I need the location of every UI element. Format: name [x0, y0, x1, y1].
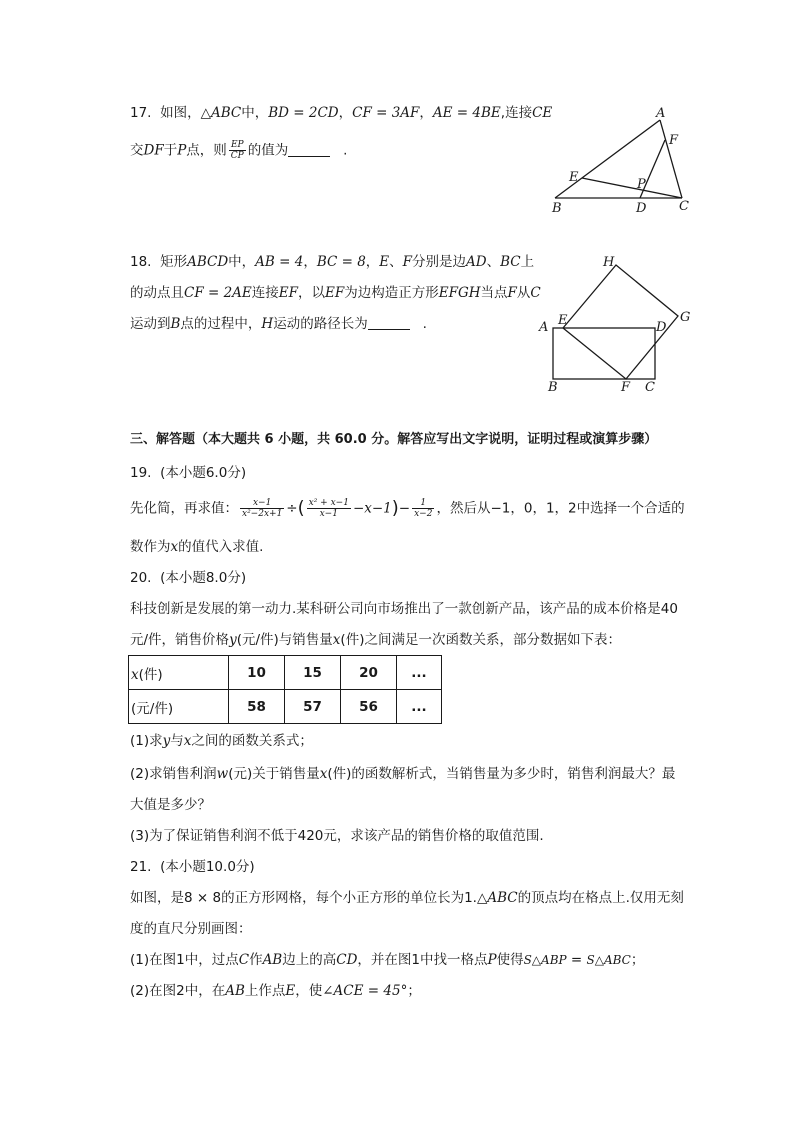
q19-line-1 [130, 498, 685, 519]
q18-text: 、 [486, 254, 501, 270]
q21-point: P [487, 952, 497, 968]
q21-text: 边上的高 [282, 952, 337, 968]
q19-fraction-1 [240, 498, 284, 519]
q17-segment: DF [143, 142, 164, 159]
q20-line-1: 科技创新是发展的第一动力.某科研公司向市场推出了一款创新产品，该产品的成本价格是40 [130, 601, 678, 617]
q21-text: 使得 [496, 952, 524, 968]
q20-part-2-cont: 大值是多少？ [130, 797, 211, 813]
q17-figure [545, 100, 705, 220]
segment-ac [660, 120, 682, 198]
label-b: B [552, 201, 562, 216]
q18-point: F [507, 285, 517, 301]
q21-part-1 [130, 950, 644, 970]
q18-square: EFGH [438, 285, 481, 301]
q21-text: 上作点 [244, 983, 286, 999]
q17-condition: BD = 2CD [268, 105, 339, 121]
q18-text: 当点 [480, 285, 508, 301]
q21-text: ，使 [295, 983, 323, 999]
table-row [129, 690, 442, 724]
table-cell: 58 [229, 690, 285, 724]
q19-text: 数作为 [130, 539, 171, 555]
answer-blank[interactable] [368, 315, 410, 330]
label-a: A [539, 320, 549, 335]
section-header: 三、解答题（本大题共 6 小题，共 60.0 分。解答应写出文字说明，证明过程或演算步骤） [130, 432, 658, 447]
q21-triangle: △ABC [476, 890, 518, 906]
q17-text: 于 [163, 142, 178, 159]
q20-part-1 [130, 731, 313, 751]
q18-segment: BC [500, 254, 521, 270]
q17-line-1: 17. 如图，△ABC中，BD = 2CD，CF = 3AF，AE = 4BE,连接CE [130, 105, 553, 121]
q18-segment: EF [278, 285, 299, 301]
table-cell: ... [397, 656, 442, 690]
q20-text: (元/件)与销售量 [236, 632, 333, 648]
q18-segment: AD [466, 254, 487, 270]
label-e: E [558, 313, 568, 328]
label-h: H [603, 255, 615, 270]
q19-term: −x−1 [352, 500, 392, 517]
q17-number: 17. [130, 105, 152, 121]
q17-condition: CF = 3AF [352, 105, 420, 121]
table-cell: 56 [341, 690, 397, 724]
q20-variable: x [319, 766, 328, 782]
q17-segment: CE [532, 105, 553, 121]
q18-point: H [261, 316, 274, 332]
q17-text: 如图， [160, 105, 201, 121]
fraction-denominator: x−2 [414, 509, 433, 519]
q21-point: C [238, 952, 250, 968]
q17-line-2 [130, 140, 347, 161]
q20-variable: w [216, 766, 229, 782]
q19-score: (本小题6.0分) [160, 465, 247, 481]
q19-variable: x [170, 539, 179, 555]
q20-text: 元/件，销售价格 [130, 632, 230, 648]
q21-line-2: 度的直尺分别画图： [130, 921, 252, 937]
q18-text: 运动的路径长为 [273, 316, 368, 332]
label-p: P [637, 177, 646, 192]
answer-blank[interactable] [288, 142, 330, 157]
q18-text: 中， [228, 254, 256, 270]
label-g: G [680, 310, 691, 325]
q19-text: 先化简，再求值： [130, 500, 238, 517]
q21-segment: CD [336, 952, 358, 968]
q18-text: 从 [516, 285, 531, 301]
q20-data-table [128, 655, 442, 724]
q18-line-3 [130, 314, 427, 334]
q18-text: 、 [389, 254, 403, 270]
q20-variable: x [183, 733, 192, 749]
q21-part-2 [130, 981, 421, 1001]
header-variable: x [131, 666, 139, 683]
q17-text: 中， [241, 105, 269, 121]
q17-triangle: △ABC [200, 105, 242, 121]
table-cell: 57 [285, 690, 341, 724]
q19-text: 的值代入求值. [178, 539, 264, 555]
q21-line-1 [130, 888, 684, 908]
label-f: F [669, 133, 679, 148]
q18-text: 矩形 [160, 254, 188, 270]
label-c: C [679, 199, 689, 214]
q21-text: 的顶点均在格点上.仅用无刻 [517, 890, 684, 906]
q18-rect: ABCD [187, 254, 229, 270]
table-header-cell [129, 656, 229, 690]
q18-text: 上 [520, 254, 535, 270]
table-header-cell: (元/件) [129, 690, 229, 724]
q18-point: E [379, 254, 390, 270]
q20-score: (本小题8.0分) [160, 570, 247, 586]
q21-text: (1)在图1中，过点 [130, 952, 239, 968]
fraction-numerator: x² + x−1 [308, 498, 349, 508]
q18-text: 的动点且 [130, 285, 184, 301]
q21-header [130, 857, 255, 877]
q21-text: ，并在图1中找一格点 [357, 952, 488, 968]
q20-line-2 [130, 630, 621, 650]
q17-text: 的值为 [247, 142, 289, 159]
q21-text: (2)在图2中，在 [130, 983, 226, 999]
q17-text: 连接 [505, 105, 533, 121]
fraction-denominator: CP [230, 151, 244, 161]
q21-number: 21. [130, 859, 152, 875]
q18-line-1: 18. 矩形ABCD中，AB = 4，BC = 8，E、F分别是边AD、BC上 [130, 254, 535, 270]
label-c: C [645, 380, 655, 395]
q19-fraction-2 [307, 498, 351, 519]
label-d: D [636, 201, 647, 216]
q21-segment: AB [225, 983, 245, 999]
table-cell: 10 [229, 656, 285, 690]
q21-segment: AB [262, 952, 283, 968]
equals-sign: = [566, 952, 587, 968]
q20-variable: x [332, 632, 341, 648]
table-cell: 15 [285, 656, 341, 690]
label-a: A [656, 106, 666, 121]
q21-text: ； [407, 983, 421, 999]
label-e: E [569, 170, 579, 185]
q17-fraction [229, 140, 246, 161]
fraction-numerator: EP [229, 140, 246, 151]
q20-text: (1)求 [130, 733, 163, 749]
q18-condition: BC = 8 [316, 254, 366, 270]
label-b: B [548, 380, 558, 395]
q20-part-3: (3)为了保证销售利润不低于420元，求该产品的销售价格的取值范围. [130, 828, 544, 844]
rectangle-abcd [553, 328, 655, 379]
q20-number: 20. [130, 570, 152, 586]
q20-text: (件)之间满足一次函数关系，部分数据如下表： [340, 632, 621, 648]
q21-area: S△ABC [586, 953, 631, 967]
q18-line-2 [130, 283, 541, 303]
q18-point: F [402, 254, 413, 270]
q20-text: (件)的函数解析式，当销售量为多少时，销售利润最大？最 [327, 766, 676, 782]
segment-ce [582, 178, 682, 198]
q18-text: 连接 [251, 285, 279, 301]
q17-text: 点，则 [186, 142, 227, 159]
q21-point: E [285, 983, 296, 999]
q18-end: . [422, 316, 427, 332]
q17-condition: AE = 4BE [432, 105, 501, 121]
fraction-numerator: x−1 [240, 498, 284, 509]
q21-text: 作 [249, 952, 263, 968]
q20-text: (元)关于销售量 [228, 766, 320, 782]
q18-segment: EF [325, 285, 345, 301]
q17-end: . [343, 142, 348, 159]
q21-area: S△ABP [523, 953, 567, 967]
q18-text: 点的过程中， [180, 316, 262, 332]
q21-angle: ∠ACE = 45° [322, 983, 408, 999]
q18-number: 18. [130, 254, 152, 270]
q21-text: 如图，是8 × 8的正方形网格，每个小正方形的单位长为1. [130, 890, 477, 906]
q18-point: B [170, 316, 181, 332]
q19-number: 19. [130, 465, 152, 481]
q21-score: (本小题10.0分) [160, 859, 255, 875]
q20-variable: y [162, 733, 171, 749]
q18-text: 运动到 [130, 316, 171, 332]
fraction-denominator: x−1 [319, 509, 338, 519]
q20-text: 之间的函数关系式； [191, 733, 313, 749]
q17-text: 交 [130, 142, 144, 159]
minus-sign: − [398, 500, 411, 517]
q20-part-2 [130, 764, 675, 784]
q18-point: C [530, 285, 541, 301]
table-cell: 20 [341, 656, 397, 690]
right-paren: ) [391, 497, 399, 519]
q19-header [130, 463, 246, 483]
left-paren: ( [297, 497, 305, 519]
q21-text: ； [630, 952, 645, 968]
q17-point: P [177, 142, 187, 159]
q18-condition: CF = 2AE [184, 285, 252, 301]
q18-condition: AB = 4 [255, 254, 304, 270]
q20-variable: y [229, 632, 237, 648]
q18-text: 为边构造正方形 [344, 285, 439, 301]
q18-text: 分别是边 [412, 254, 467, 270]
q18-figure [530, 250, 700, 400]
q20-text: (2)求销售利润 [130, 766, 217, 782]
table-cell: ... [397, 690, 442, 724]
q20-header [130, 568, 246, 588]
divide-sign: ÷ [286, 500, 298, 517]
fraction-denominator: x²−2x+1 [242, 509, 283, 519]
label-d: D [656, 320, 667, 335]
q19-fraction-3 [412, 498, 434, 519]
q18-text: ，以 [298, 285, 326, 301]
q19-text: ，然后从−1，0，1，2中选择一个合适的 [436, 500, 685, 517]
label-f: F [621, 380, 631, 395]
table-row [129, 656, 442, 690]
q20-text: 与 [170, 733, 184, 749]
header-unit: (件) [138, 666, 163, 683]
fraction-numerator: 1 [412, 498, 434, 509]
q19-line-2 [130, 537, 263, 557]
